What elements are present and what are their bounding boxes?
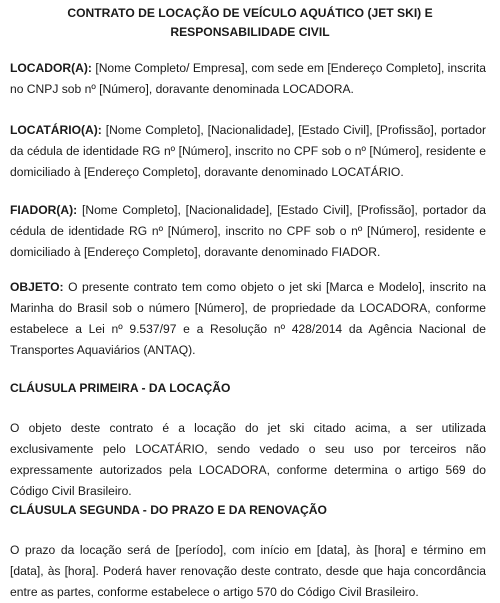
- locatario-label: LOCATÁRIO(A):: [10, 123, 102, 137]
- locador-paragraph: [10, 58, 486, 100]
- objeto-text: O presente contrato tem como objeto o jet ski [Marca e Modelo], inscrito na Marinha do Brasil sob o número [Número], de propriedade da LOCADORA, conforme estabelece a Lei nº 9.537/97 e a Resolução nº 428/2014 da Agência Nacional de Transportes Aquaviários (ANTAQ).: [10, 280, 486, 357]
- locador-text: [Nome Completo/ Empresa], com sede em [Endereço Completo], inscrita no CNPJ sob nº [Número], doravante denominada LOCADORA.: [10, 61, 486, 96]
- locatario-paragraph: [10, 120, 486, 183]
- fiador-label: FIADOR(A):: [10, 203, 78, 217]
- fiador-paragraph: [10, 200, 486, 263]
- objeto-paragraph: [10, 277, 486, 361]
- clausula-segunda-heading: CLÁUSULA SEGUNDA - DO PRAZO E DA RENOVAÇÃO: [10, 503, 327, 517]
- clausula-primeira-heading: CLÁUSULA PRIMEIRA - DA LOCAÇÃO: [10, 381, 231, 395]
- locatario-text: [Nome Completo], [Nacionalidade], [Estado Civil], [Profissão], portador da cédula de identidade RG nº [Número], inscrito no CPF sob o nº [Número], residente e domiciliado à [Endereço Completo], doravante denominado LOCATÁRIO.: [10, 123, 486, 179]
- locador-label: LOCADOR(A):: [10, 61, 92, 75]
- objeto-label: OBJETO:: [10, 280, 64, 294]
- fiador-text: [Nome Completo], [Nacionalidade], [Estado Civil], [Profissão], portador da cédula de identidade RG nº [Número], inscrito no CPF sob o nº [Número], residente e domiciliado à [Endereço Completo], doravante denominado FIADOR.: [10, 203, 486, 259]
- clausula-primeira-text: O objeto deste contrato é a locação do jet ski citado acima, a ser utilizada exclusivamente pelo LOCATÁRIO, sendo vedado o seu uso por terceiros não expressamente autorizados pela LOCADORA, conforme determina o artigo 569 do Código Civil Brasileiro.: [10, 421, 486, 498]
- clausula-segunda-text: O prazo da locação será de [período], com início em [data], às [hora] e término em [data], às [hora]. Poderá haver renovação deste contrato, desde que haja concordância entre as partes, conforme estabelece o artigo 570 do Código Civil Brasileiro.: [10, 543, 486, 599]
- document-title: CONTRATO DE LOCAÇÃO DE VEÍCULO AQUÁTICO (JET SKI) E RESPONSABILIDADE CIVIL: [67, 6, 433, 39]
